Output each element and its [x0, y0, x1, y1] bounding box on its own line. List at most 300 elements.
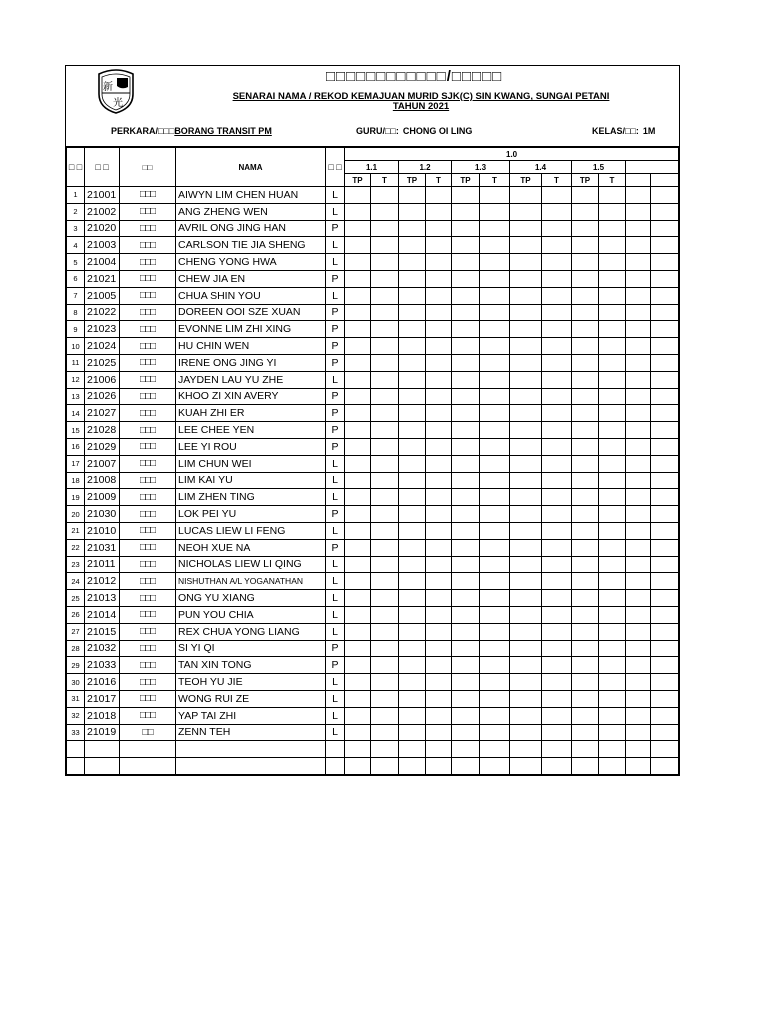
score-cell[interactable]	[452, 304, 480, 321]
score-cell[interactable]	[626, 623, 651, 640]
score-cell[interactable]	[371, 270, 399, 287]
score-cell[interactable]	[371, 422, 399, 439]
score-cell[interactable]	[651, 338, 679, 355]
score-cell[interactable]	[626, 270, 651, 287]
score-cell[interactable]	[626, 338, 651, 355]
score-cell[interactable]	[572, 556, 599, 573]
score-cell[interactable]	[426, 657, 452, 674]
score-cell[interactable]	[480, 304, 510, 321]
score-cell[interactable]	[426, 590, 452, 607]
score-cell[interactable]	[626, 455, 651, 472]
score-cell[interactable]	[599, 270, 626, 287]
score-cell[interactable]	[510, 690, 542, 707]
score-cell[interactable]	[345, 371, 371, 388]
blank-cell[interactable]	[176, 741, 326, 758]
score-cell[interactable]	[480, 270, 510, 287]
score-cell[interactable]	[345, 707, 371, 724]
score-cell[interactable]	[626, 438, 651, 455]
score-cell[interactable]	[542, 187, 572, 204]
score-cell[interactable]	[542, 506, 572, 523]
blank-cell[interactable]	[85, 741, 120, 758]
score-cell[interactable]	[599, 724, 626, 741]
score-cell[interactable]	[426, 674, 452, 691]
score-cell[interactable]	[345, 203, 371, 220]
score-cell[interactable]	[345, 338, 371, 355]
score-cell[interactable]	[371, 304, 399, 321]
score-cell[interactable]	[542, 573, 572, 590]
blank-cell[interactable]	[572, 758, 599, 775]
score-cell[interactable]	[371, 489, 399, 506]
blank-cell[interactable]	[542, 741, 572, 758]
score-cell[interactable]	[399, 657, 426, 674]
score-cell[interactable]	[371, 640, 399, 657]
score-cell[interactable]	[426, 506, 452, 523]
score-cell[interactable]	[480, 606, 510, 623]
score-cell[interactable]	[345, 422, 371, 439]
score-cell[interactable]	[426, 573, 452, 590]
score-cell[interactable]	[599, 438, 626, 455]
score-cell[interactable]	[510, 438, 542, 455]
score-cell[interactable]	[371, 539, 399, 556]
score-cell[interactable]	[399, 573, 426, 590]
score-cell[interactable]	[399, 472, 426, 489]
score-cell[interactable]	[651, 203, 679, 220]
score-cell[interactable]	[345, 623, 371, 640]
score-cell[interactable]	[345, 590, 371, 607]
score-cell[interactable]	[599, 237, 626, 254]
score-cell[interactable]	[599, 573, 626, 590]
score-cell[interactable]	[399, 371, 426, 388]
score-cell[interactable]	[599, 707, 626, 724]
blank-cell[interactable]	[326, 741, 345, 758]
blank-cell[interactable]	[510, 741, 542, 758]
score-cell[interactable]	[426, 707, 452, 724]
score-cell[interactable]	[599, 623, 626, 640]
score-cell[interactable]	[626, 590, 651, 607]
score-cell[interactable]	[599, 304, 626, 321]
score-cell[interactable]	[399, 640, 426, 657]
score-cell[interactable]	[572, 203, 599, 220]
score-cell[interactable]	[599, 321, 626, 338]
score-cell[interactable]	[399, 237, 426, 254]
score-cell[interactable]	[599, 422, 626, 439]
score-cell[interactable]	[651, 522, 679, 539]
blank-cell[interactable]	[326, 758, 345, 775]
score-cell[interactable]	[510, 539, 542, 556]
score-cell[interactable]	[599, 388, 626, 405]
score-cell[interactable]	[651, 707, 679, 724]
score-cell[interactable]	[399, 623, 426, 640]
score-cell[interactable]	[399, 203, 426, 220]
score-cell[interactable]	[452, 522, 480, 539]
blank-cell[interactable]	[345, 741, 371, 758]
score-cell[interactable]	[399, 388, 426, 405]
score-cell[interactable]	[426, 304, 452, 321]
score-cell[interactable]	[371, 455, 399, 472]
score-cell[interactable]	[452, 556, 480, 573]
score-cell[interactable]	[626, 354, 651, 371]
score-cell[interactable]	[426, 690, 452, 707]
score-cell[interactable]	[651, 237, 679, 254]
score-cell[interactable]	[572, 321, 599, 338]
score-cell[interactable]	[480, 237, 510, 254]
score-cell[interactable]	[510, 203, 542, 220]
score-cell[interactable]	[510, 724, 542, 741]
score-cell[interactable]	[510, 590, 542, 607]
score-cell[interactable]	[399, 506, 426, 523]
blank-cell[interactable]	[345, 758, 371, 775]
score-cell[interactable]	[651, 724, 679, 741]
score-cell[interactable]	[371, 203, 399, 220]
score-cell[interactable]	[399, 354, 426, 371]
score-cell[interactable]	[399, 690, 426, 707]
score-cell[interactable]	[626, 707, 651, 724]
score-cell[interactable]	[345, 606, 371, 623]
score-cell[interactable]	[572, 640, 599, 657]
score-cell[interactable]	[399, 724, 426, 741]
score-cell[interactable]	[371, 405, 399, 422]
score-cell[interactable]	[426, 522, 452, 539]
score-cell[interactable]	[399, 556, 426, 573]
score-cell[interactable]	[452, 724, 480, 741]
score-cell[interactable]	[572, 623, 599, 640]
score-cell[interactable]	[345, 405, 371, 422]
score-cell[interactable]	[510, 472, 542, 489]
score-cell[interactable]	[626, 287, 651, 304]
blank-cell[interactable]	[120, 741, 176, 758]
score-cell[interactable]	[599, 590, 626, 607]
score-cell[interactable]	[371, 573, 399, 590]
score-cell[interactable]	[426, 338, 452, 355]
score-cell[interactable]	[651, 371, 679, 388]
score-cell[interactable]	[510, 657, 542, 674]
score-cell[interactable]	[480, 220, 510, 237]
score-cell[interactable]	[426, 623, 452, 640]
score-cell[interactable]	[572, 657, 599, 674]
score-cell[interactable]	[426, 237, 452, 254]
score-cell[interactable]	[510, 405, 542, 422]
score-cell[interactable]	[542, 287, 572, 304]
blank-cell[interactable]	[399, 758, 426, 775]
score-cell[interactable]	[626, 321, 651, 338]
score-cell[interactable]	[626, 220, 651, 237]
score-cell[interactable]	[452, 707, 480, 724]
score-cell[interactable]	[651, 405, 679, 422]
score-cell[interactable]	[426, 354, 452, 371]
score-cell[interactable]	[626, 522, 651, 539]
score-cell[interactable]	[399, 220, 426, 237]
score-cell[interactable]	[542, 606, 572, 623]
blank-cell[interactable]	[176, 758, 326, 775]
score-cell[interactable]	[651, 489, 679, 506]
score-cell[interactable]	[572, 354, 599, 371]
score-cell[interactable]	[542, 203, 572, 220]
score-cell[interactable]	[542, 590, 572, 607]
blank-cell[interactable]	[426, 741, 452, 758]
score-cell[interactable]	[345, 220, 371, 237]
score-cell[interactable]	[452, 590, 480, 607]
score-cell[interactable]	[399, 489, 426, 506]
score-cell[interactable]	[599, 354, 626, 371]
score-cell[interactable]	[572, 304, 599, 321]
score-cell[interactable]	[626, 187, 651, 204]
score-cell[interactable]	[510, 354, 542, 371]
score-cell[interactable]	[599, 287, 626, 304]
score-cell[interactable]	[452, 187, 480, 204]
score-cell[interactable]	[651, 556, 679, 573]
score-cell[interactable]	[542, 321, 572, 338]
score-cell[interactable]	[452, 338, 480, 355]
score-cell[interactable]	[572, 388, 599, 405]
score-cell[interactable]	[572, 522, 599, 539]
score-cell[interactable]	[480, 522, 510, 539]
score-cell[interactable]	[651, 506, 679, 523]
score-cell[interactable]	[426, 254, 452, 271]
score-cell[interactable]	[510, 187, 542, 204]
score-cell[interactable]	[626, 506, 651, 523]
score-cell[interactable]	[452, 405, 480, 422]
score-cell[interactable]	[626, 203, 651, 220]
score-cell[interactable]	[572, 472, 599, 489]
score-cell[interactable]	[542, 489, 572, 506]
score-cell[interactable]	[426, 438, 452, 455]
score-cell[interactable]	[452, 623, 480, 640]
score-cell[interactable]	[542, 422, 572, 439]
score-cell[interactable]	[599, 220, 626, 237]
blank-cell[interactable]	[399, 741, 426, 758]
score-cell[interactable]	[599, 254, 626, 271]
score-cell[interactable]	[651, 321, 679, 338]
score-cell[interactable]	[572, 674, 599, 691]
score-cell[interactable]	[510, 371, 542, 388]
score-cell[interactable]	[542, 371, 572, 388]
score-cell[interactable]	[572, 707, 599, 724]
score-cell[interactable]	[542, 354, 572, 371]
blank-cell[interactable]	[120, 758, 176, 775]
score-cell[interactable]	[371, 321, 399, 338]
score-cell[interactable]	[452, 321, 480, 338]
score-cell[interactable]	[572, 287, 599, 304]
score-cell[interactable]	[480, 422, 510, 439]
score-cell[interactable]	[345, 640, 371, 657]
score-cell[interactable]	[626, 556, 651, 573]
score-cell[interactable]	[626, 674, 651, 691]
score-cell[interactable]	[599, 338, 626, 355]
score-cell[interactable]	[399, 321, 426, 338]
score-cell[interactable]	[399, 405, 426, 422]
score-cell[interactable]	[426, 405, 452, 422]
score-cell[interactable]	[345, 455, 371, 472]
score-cell[interactable]	[399, 455, 426, 472]
score-cell[interactable]	[480, 657, 510, 674]
score-cell[interactable]	[426, 287, 452, 304]
score-cell[interactable]	[371, 354, 399, 371]
blank-cell[interactable]	[626, 741, 651, 758]
score-cell[interactable]	[426, 724, 452, 741]
score-cell[interactable]	[510, 674, 542, 691]
score-cell[interactable]	[542, 690, 572, 707]
score-cell[interactable]	[572, 573, 599, 590]
score-cell[interactable]	[626, 304, 651, 321]
score-cell[interactable]	[626, 422, 651, 439]
score-cell[interactable]	[452, 438, 480, 455]
blank-cell[interactable]	[510, 758, 542, 775]
score-cell[interactable]	[510, 422, 542, 439]
score-cell[interactable]	[480, 690, 510, 707]
score-cell[interactable]	[542, 254, 572, 271]
score-cell[interactable]	[626, 237, 651, 254]
score-cell[interactable]	[452, 354, 480, 371]
score-cell[interactable]	[345, 270, 371, 287]
score-cell[interactable]	[510, 270, 542, 287]
score-cell[interactable]	[371, 254, 399, 271]
score-cell[interactable]	[599, 522, 626, 539]
score-cell[interactable]	[426, 489, 452, 506]
score-cell[interactable]	[480, 371, 510, 388]
score-cell[interactable]	[426, 270, 452, 287]
score-cell[interactable]	[452, 472, 480, 489]
score-cell[interactable]	[572, 690, 599, 707]
score-cell[interactable]	[399, 590, 426, 607]
score-cell[interactable]	[399, 254, 426, 271]
score-cell[interactable]	[480, 573, 510, 590]
score-cell[interactable]	[599, 606, 626, 623]
score-cell[interactable]	[651, 623, 679, 640]
score-cell[interactable]	[452, 237, 480, 254]
score-cell[interactable]	[426, 187, 452, 204]
score-cell[interactable]	[572, 422, 599, 439]
score-cell[interactable]	[572, 506, 599, 523]
score-cell[interactable]	[510, 220, 542, 237]
score-cell[interactable]	[371, 724, 399, 741]
score-cell[interactable]	[452, 270, 480, 287]
score-cell[interactable]	[452, 506, 480, 523]
score-cell[interactable]	[480, 321, 510, 338]
score-cell[interactable]	[371, 623, 399, 640]
score-cell[interactable]	[510, 573, 542, 590]
score-cell[interactable]	[452, 606, 480, 623]
score-cell[interactable]	[480, 455, 510, 472]
score-cell[interactable]	[371, 371, 399, 388]
score-cell[interactable]	[599, 187, 626, 204]
score-cell[interactable]	[510, 623, 542, 640]
score-cell[interactable]	[399, 270, 426, 287]
score-cell[interactable]	[542, 640, 572, 657]
score-cell[interactable]	[480, 254, 510, 271]
score-cell[interactable]	[345, 287, 371, 304]
score-cell[interactable]	[510, 287, 542, 304]
score-cell[interactable]	[599, 657, 626, 674]
score-cell[interactable]	[399, 287, 426, 304]
score-cell[interactable]	[371, 606, 399, 623]
score-cell[interactable]	[452, 690, 480, 707]
score-cell[interactable]	[345, 690, 371, 707]
score-cell[interactable]	[345, 539, 371, 556]
score-cell[interactable]	[651, 690, 679, 707]
score-cell[interactable]	[480, 640, 510, 657]
blank-cell[interactable]	[572, 741, 599, 758]
score-cell[interactable]	[572, 489, 599, 506]
blank-cell[interactable]	[651, 741, 679, 758]
score-cell[interactable]	[572, 455, 599, 472]
score-cell[interactable]	[452, 220, 480, 237]
score-cell[interactable]	[599, 405, 626, 422]
score-cell[interactable]	[626, 606, 651, 623]
score-cell[interactable]	[626, 657, 651, 674]
score-cell[interactable]	[651, 438, 679, 455]
score-cell[interactable]	[452, 489, 480, 506]
score-cell[interactable]	[542, 674, 572, 691]
score-cell[interactable]	[510, 455, 542, 472]
score-cell[interactable]	[599, 539, 626, 556]
score-cell[interactable]	[480, 707, 510, 724]
blank-cell[interactable]	[626, 758, 651, 775]
score-cell[interactable]	[599, 489, 626, 506]
score-cell[interactable]	[480, 724, 510, 741]
score-cell[interactable]	[542, 707, 572, 724]
score-cell[interactable]	[480, 506, 510, 523]
score-cell[interactable]	[452, 640, 480, 657]
score-cell[interactable]	[626, 371, 651, 388]
score-cell[interactable]	[480, 590, 510, 607]
score-cell[interactable]	[651, 354, 679, 371]
score-cell[interactable]	[371, 674, 399, 691]
score-cell[interactable]	[345, 304, 371, 321]
score-cell[interactable]	[399, 674, 426, 691]
score-cell[interactable]	[480, 354, 510, 371]
score-cell[interactable]	[480, 388, 510, 405]
score-cell[interactable]	[626, 405, 651, 422]
blank-cell[interactable]	[452, 758, 480, 775]
score-cell[interactable]	[542, 405, 572, 422]
blank-cell[interactable]	[67, 741, 85, 758]
score-cell[interactable]	[371, 707, 399, 724]
score-cell[interactable]	[651, 657, 679, 674]
score-cell[interactable]	[345, 573, 371, 590]
score-cell[interactable]	[572, 606, 599, 623]
score-cell[interactable]	[651, 220, 679, 237]
score-cell[interactable]	[651, 455, 679, 472]
score-cell[interactable]	[345, 438, 371, 455]
score-cell[interactable]	[452, 674, 480, 691]
score-cell[interactable]	[480, 489, 510, 506]
score-cell[interactable]	[626, 640, 651, 657]
score-cell[interactable]	[371, 220, 399, 237]
score-cell[interactable]	[542, 623, 572, 640]
score-cell[interactable]	[542, 472, 572, 489]
score-cell[interactable]	[480, 539, 510, 556]
score-cell[interactable]	[345, 321, 371, 338]
score-cell[interactable]	[651, 304, 679, 321]
score-cell[interactable]	[345, 506, 371, 523]
score-cell[interactable]	[542, 556, 572, 573]
score-cell[interactable]	[399, 187, 426, 204]
blank-cell[interactable]	[542, 758, 572, 775]
score-cell[interactable]	[426, 422, 452, 439]
score-cell[interactable]	[480, 472, 510, 489]
score-cell[interactable]	[345, 354, 371, 371]
blank-cell[interactable]	[85, 758, 120, 775]
score-cell[interactable]	[542, 657, 572, 674]
blank-cell[interactable]	[426, 758, 452, 775]
score-cell[interactable]	[626, 690, 651, 707]
score-cell[interactable]	[572, 724, 599, 741]
score-cell[interactable]	[510, 707, 542, 724]
score-cell[interactable]	[426, 640, 452, 657]
score-cell[interactable]	[510, 640, 542, 657]
score-cell[interactable]	[599, 640, 626, 657]
score-cell[interactable]	[651, 573, 679, 590]
